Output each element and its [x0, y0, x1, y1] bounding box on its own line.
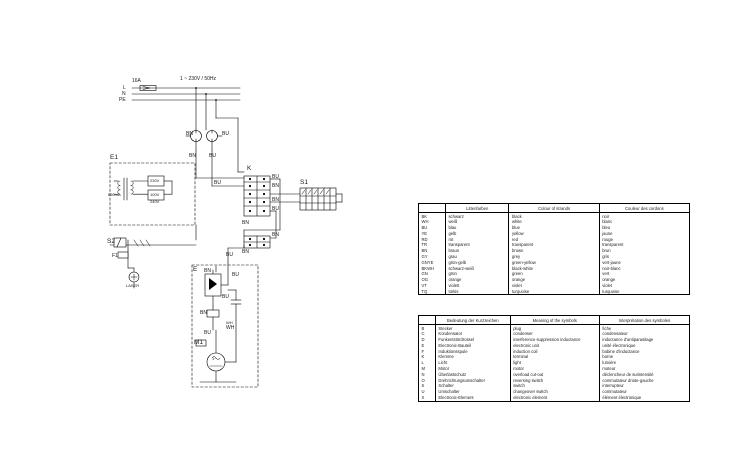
- colour-table-cell: gelb: [445, 231, 509, 237]
- symbol-table-cell: N: [421, 371, 425, 377]
- line-label-pe: PE: [119, 97, 126, 103]
- colour-table-cell: braun: [445, 248, 509, 254]
- symbol-table-cell: commutateur: [599, 389, 689, 395]
- symbol-table-cell: Schalter: [435, 383, 510, 389]
- colour-table-cell: GN: [421, 271, 428, 277]
- colour-table-cell: grau: [445, 254, 509, 260]
- symbol-table-cell: Kondensator: [435, 331, 510, 337]
- motor-type-label: 1~: [212, 356, 217, 361]
- symbol-table-cell: fiche: [599, 325, 689, 331]
- wire-label-bn-5: BN: [242, 220, 249, 226]
- symbol-table-cell: Induktionsspule: [435, 348, 510, 354]
- colour-table-cell: WH: [421, 219, 429, 225]
- block-label-f1: F1: [112, 253, 118, 259]
- transformer-secondary-1-label: 100V: [150, 192, 160, 197]
- symbol-table-header-en: Meaning of the symbols: [510, 316, 599, 325]
- colour-table-cell: yellow: [509, 231, 599, 237]
- colour-table-cell: transparent: [509, 242, 599, 248]
- block-label-e1: E1: [110, 154, 118, 161]
- colour-table-cell: rot: [445, 236, 509, 242]
- block-label-s2: S2: [107, 238, 115, 245]
- colour-table-cell: black: [509, 213, 599, 219]
- symbol-table-cell: overload cut-out: [510, 372, 599, 378]
- colour-table-cell: transparent: [599, 242, 689, 248]
- colour-table-cell: orange: [599, 277, 689, 283]
- colour-table-cell: TQ: [421, 288, 428, 294]
- colour-table-header-en: Colour of strands: [509, 204, 599, 213]
- wire-label-bu-4: BU: [272, 174, 279, 180]
- colour-table-cell: rouge: [599, 236, 689, 242]
- symbol-table-cell: X: [421, 395, 425, 401]
- colour-table-cell: GNYE: [421, 259, 434, 265]
- colour-table-cell: orange: [509, 277, 599, 283]
- colour-table-cell: brown: [509, 248, 599, 254]
- symbol-table-cell: E: [421, 342, 425, 348]
- wire-label-bu-1: BU: [209, 153, 216, 159]
- symbol-table-cell: K: [421, 354, 425, 360]
- colour-table-row: [419, 289, 689, 295]
- colour-table-cell: violet: [599, 283, 689, 289]
- colour-table-cell: noir-blanc: [599, 265, 689, 271]
- wire-label-bn-3: BN: [272, 183, 279, 189]
- colour-table-header-de: Littenfarben: [445, 204, 509, 213]
- colour-table-cell: noir: [599, 213, 689, 219]
- colour-table-cell: brun: [599, 248, 689, 254]
- symbol-table-cell: commutateur droite-gauche: [599, 377, 689, 383]
- symbol-table-cell: O: [421, 377, 425, 383]
- transformer-primary-label: 230V: [150, 178, 160, 183]
- colour-table-cell: weiß: [445, 219, 509, 225]
- wire-label-bn-9: BN: [200, 310, 207, 316]
- capacitor-label: WH: [226, 320, 233, 325]
- colour-table-header-blank: [419, 204, 445, 213]
- symbol-table-cell: Motor: [435, 366, 510, 372]
- colour-table-cell: blanc: [599, 219, 689, 225]
- wire-label-bn-6: BN: [272, 232, 279, 238]
- colour-table-cell: BKWH: [421, 265, 435, 271]
- colour-table-cell: OG: [421, 277, 429, 283]
- colour-table-cell: orange: [445, 277, 509, 283]
- symbol-table-row: [419, 337, 689, 343]
- symbol-table-cell: electronic unit: [510, 343, 599, 349]
- line-label-n: N: [122, 91, 126, 97]
- colour-table-cell: GY: [421, 254, 428, 260]
- colour-table-cell: BU: [421, 225, 428, 231]
- colour-table-cell: gris: [599, 254, 689, 260]
- block-label-k: K: [247, 165, 252, 172]
- colour-table-cell: vert-jaune: [599, 260, 689, 266]
- supply-label: 1 ~ 230V / 50Hz: [180, 76, 216, 82]
- symbol-table-header-blank: [419, 316, 435, 325]
- block-label-s1: S1: [300, 179, 308, 186]
- colour-table-cell: türkis: [445, 289, 509, 295]
- wire-label-bu-7: BU: [232, 272, 239, 278]
- block-label-m1: M1: [194, 339, 204, 346]
- symbol-table-cell: U: [421, 389, 425, 395]
- symbol-table-cell: bobine d'inductance: [599, 348, 689, 354]
- colour-table-cell: blau: [445, 225, 509, 231]
- symbol-table-cell: Stecker: [435, 325, 510, 331]
- colour-table-cell: grün-gelb: [445, 260, 509, 266]
- symbol-table-cell: déclencheur de surintensité: [599, 372, 689, 378]
- block-label-e: E: [193, 266, 198, 273]
- colour-table-grid: [419, 204, 689, 294]
- colour-table-cell: violett: [445, 283, 509, 289]
- colour-table-cell: vert: [599, 271, 689, 277]
- colour-table-cell: BN: [421, 248, 428, 254]
- symbol-table-cell: inductance d'antiparasitage: [599, 337, 689, 343]
- colour-table-cell: schwarz: [445, 213, 509, 219]
- symbol-table-cell: F: [421, 348, 425, 354]
- colour-table-cell: white: [509, 219, 599, 225]
- colour-table-cell: red: [509, 236, 599, 242]
- symbol-table-grid: [419, 316, 689, 401]
- symbol-table-cell: B: [421, 325, 425, 331]
- symbol-table-cell: M: [421, 366, 425, 372]
- symbol-table-cell: terminal: [510, 354, 599, 360]
- colour-table-cell: blue: [509, 225, 599, 231]
- wire-label-bn-1: BN: [189, 153, 196, 159]
- colour-table-cell: RD: [421, 236, 428, 242]
- symbol-table: [418, 315, 690, 402]
- colour-table-cell: bleu: [599, 225, 689, 231]
- symbol-table-header-fr: Interprétation des symboles: [599, 316, 689, 325]
- symbol-table-cell: S: [421, 383, 425, 389]
- colour-table-cell: grey: [509, 254, 599, 260]
- colour-table-cell: turquoise: [599, 289, 689, 295]
- symbol-table-cell: Electronic-Element: [435, 395, 510, 401]
- transformer-current-label: 650mA: [108, 192, 121, 197]
- wire-label-bu-8: BU: [222, 294, 229, 300]
- symbol-table-cell: Umschalter: [435, 389, 510, 395]
- laser-label: LASER: [126, 283, 140, 288]
- symbol-table-cell: C: [421, 331, 425, 337]
- colour-table-cell: transparent: [445, 242, 509, 248]
- symbol-table-cell: light: [510, 360, 599, 366]
- wire-label-bn-2: BN: [186, 131, 193, 137]
- colour-table-cell: green-yellow: [509, 260, 599, 266]
- symbol-table-cell: Überlastschutz: [435, 372, 510, 378]
- colour-table-cell: YE: [421, 230, 428, 236]
- colour-table-cell: jaune: [599, 231, 689, 237]
- symbol-table-cell: unité électronique: [599, 343, 689, 349]
- colour-table-cell: VT: [421, 283, 427, 289]
- symbol-table-cell: D: [421, 337, 425, 343]
- colour-table-cell: BK: [421, 213, 428, 219]
- symbol-table-cell: motor: [510, 366, 599, 372]
- wire-label-bn-8: BN: [204, 268, 211, 274]
- fuse-label: 16A: [132, 78, 141, 84]
- symbol-table-cell: interrupteur: [599, 383, 689, 389]
- symbol-table-cell: condenser: [510, 331, 599, 337]
- wire-label-wh-1: WH: [226, 325, 235, 331]
- symbol-table-cell: Funkentstördrossel: [435, 337, 510, 343]
- symbol-table-cell: Electronic-Bauteil: [435, 343, 510, 349]
- symbol-table-cell: lumière: [599, 360, 689, 366]
- colour-table-header-fr: Couleur des cordons: [599, 204, 689, 213]
- wire-label-bu-3: BU: [214, 180, 221, 186]
- wire-label-bu-2: BU: [222, 131, 229, 137]
- symbol-table-cell: condensateur: [599, 331, 689, 337]
- colour-table-cell: black-white: [509, 265, 599, 271]
- symbol-table-cell: Klemme: [435, 354, 510, 360]
- symbol-table-cell: L: [421, 360, 424, 366]
- wire-label-bn-7: BN: [242, 249, 249, 255]
- symbol-table-header-de: Bedeutung der Kurzzeichen: [435, 316, 510, 325]
- line-label-l: L: [123, 85, 126, 91]
- symbol-table-cell: switch: [510, 383, 599, 389]
- symbol-table-cell: electronic element: [510, 395, 599, 401]
- symbol-table-cell: élément électronique: [599, 395, 689, 401]
- symbol-table-cell: interference suppression inductance: [510, 337, 599, 343]
- wire-label-bn-4: BN: [272, 197, 279, 203]
- symbol-table-cell: moteur: [599, 366, 689, 372]
- wire-label-bu-6: BU: [226, 252, 233, 258]
- wire-label-bu-5: BU: [272, 206, 279, 212]
- symbol-table-cell: borne: [599, 354, 689, 360]
- symbol-table-cell: Licht: [435, 360, 510, 366]
- symbol-table-cell: reversing switch: [510, 377, 599, 383]
- colour-table: [418, 203, 690, 295]
- colour-table-cell: violet: [509, 283, 599, 289]
- symbol-table-cell: plug: [510, 325, 599, 331]
- symbol-table-cell: Drehrichtungsumschalter: [435, 377, 510, 383]
- colour-table-cell: green: [509, 271, 599, 277]
- wire-label-bu-9: BU: [204, 330, 211, 336]
- colour-table-cell: grün: [445, 271, 509, 277]
- symbol-table-row: [419, 395, 689, 401]
- transformer-secondary-2-label: 240V: [150, 199, 160, 204]
- colour-table-cell: TR: [421, 242, 428, 248]
- symbol-table-cell: changeover switch: [510, 389, 599, 395]
- symbol-table-cell: induction coil: [510, 348, 599, 354]
- colour-table-cell: turquoise: [509, 289, 599, 295]
- colour-table-cell: schwarz-weiß: [445, 265, 509, 271]
